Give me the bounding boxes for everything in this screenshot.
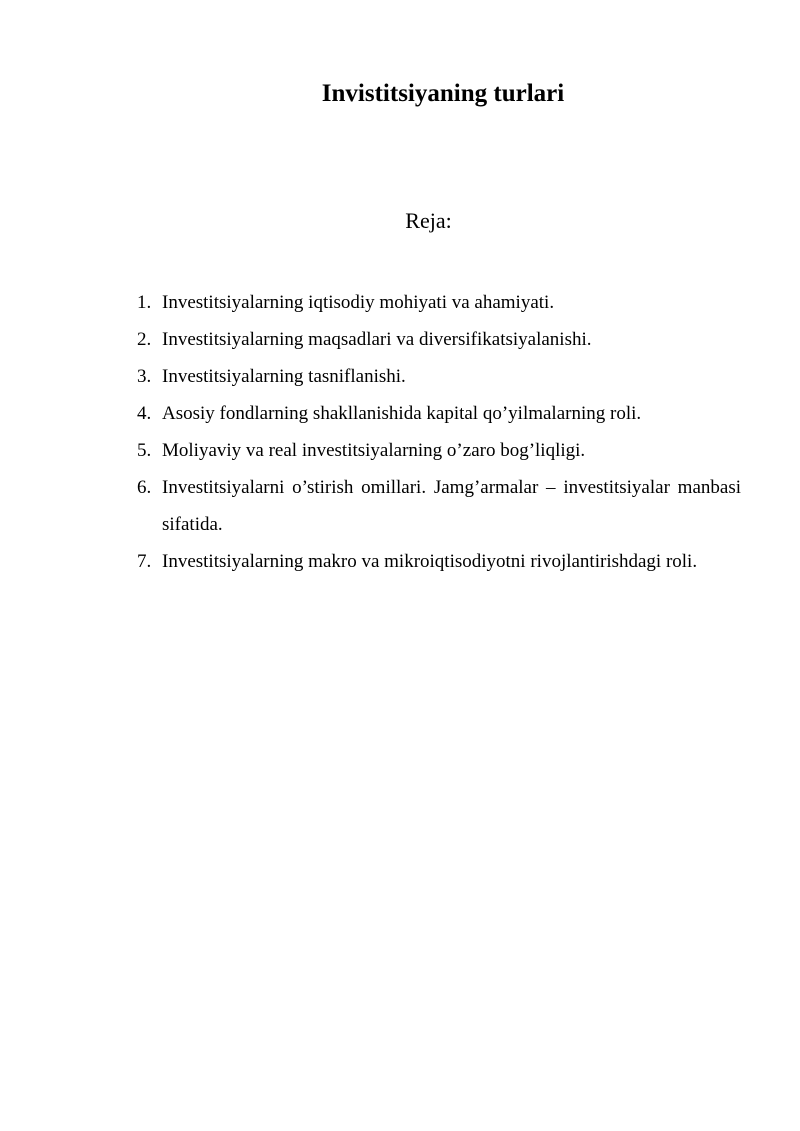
list-item-text: Investitsiyalarni o’stirish omillari. Jamg’armalar – investitsiyalar manbasi sifatida. bbox=[162, 477, 741, 535]
list-item-text: Investitsiyalarning tasniflanishi. bbox=[162, 366, 406, 387]
list-item-text: Asosiy fondlarning shakllanishida kapital qo’yilmalarning roli. bbox=[162, 403, 642, 424]
list-item-text: Investitsiyalarning maqsadlari va diversifikatsiyalanishi. bbox=[162, 329, 592, 350]
list-item-number: 4. bbox=[137, 403, 152, 424]
list-item-number: 1. bbox=[137, 292, 152, 313]
list-item-text: Moliyaviy va real investitsiyalarning o’zaro bog’liqligi. bbox=[162, 440, 586, 461]
list-item bbox=[137, 321, 741, 358]
list-item-text: Investitsiyalarning iqtisodiy mohiyati va ahamiyati. bbox=[162, 292, 555, 313]
list-item bbox=[137, 469, 741, 543]
list-item-number: 2. bbox=[137, 329, 152, 350]
list-item-number: 7. bbox=[137, 551, 152, 572]
list-item bbox=[137, 358, 741, 395]
list-item-number: 3. bbox=[137, 366, 152, 387]
plan-list bbox=[137, 284, 741, 580]
list-item-number: 6. bbox=[137, 477, 152, 498]
list-item bbox=[137, 432, 741, 469]
list-item-number: 5. bbox=[137, 440, 152, 461]
list-item-text: Investitsiyalarning makro va mikroiqtisodiyotni rivojlantirishdagi roli. bbox=[162, 551, 698, 572]
list-item bbox=[137, 395, 741, 432]
list-item bbox=[137, 543, 741, 580]
list-item bbox=[137, 284, 741, 321]
plan-heading: Reja: bbox=[405, 208, 452, 233]
page-title: Invistitsiyaning turlari bbox=[321, 80, 565, 107]
